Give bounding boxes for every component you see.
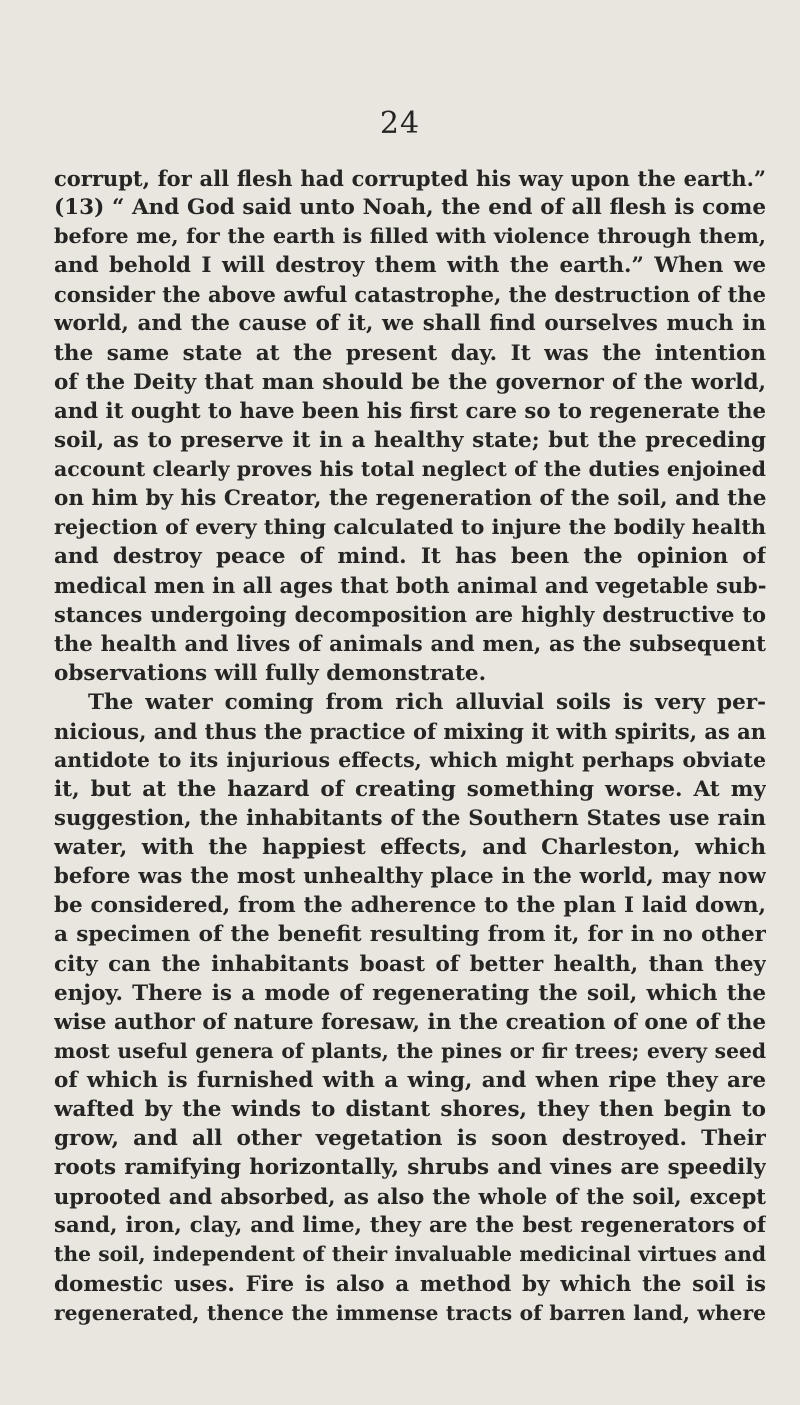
text-line: before was the most unhealthy place in the world, may now	[54, 864, 766, 890]
body-text	[54, 164, 766, 1328]
text-line: and destroy peace of mind. It has been the opinion of	[54, 544, 766, 570]
text-line: soil, as to preserve it in a healthy state; but the preceding	[54, 427, 766, 453]
text-line: domestic uses. Fire is also a method by which the soil is	[54, 1271, 766, 1297]
text-line: wafted by the winds to distant shores, they then begin to	[54, 1097, 766, 1122]
text-line: and behold I will destroy them with the earth.” When we	[54, 253, 766, 279]
text-line: roots ramifying horizontally, shrubs and vines are speedily	[54, 1155, 766, 1181]
text-line: be considered, from the adherence to the plan I laid down,	[54, 893, 766, 919]
text-line: (13) “ And God said unto Noah, the end of all flesh is come	[54, 195, 766, 221]
text-line: consider the above awful catastrophe, the destruction of the	[54, 282, 766, 308]
text-line: of which is furnished with a wing, and when ripe they are	[54, 1067, 766, 1093]
text-line: of the Deity that man should be the governor of the world,	[54, 369, 766, 395]
text-line: most useful genera of plants, the pines or fir trees; every seed	[54, 1038, 766, 1063]
text-line: rejection of every thing calculated to injure the bodily health	[54, 515, 766, 540]
text-line: regenerated, thence the immense tracts of barren land, where	[54, 1300, 766, 1325]
text-line: on him by his Creator, the regeneration of the soil, and the	[54, 486, 766, 512]
text-line: and it ought to have been his first care so to regenerate the	[54, 398, 766, 424]
text-line: a specimen of the benefit resulting from it, for in no other	[54, 922, 766, 948]
text-line: account clearly proves his total neglect of the duties enjoined	[54, 456, 766, 481]
paragraph-start-line: The water coming from rich alluvial soils is very per-	[88, 689, 766, 715]
text-line: it, but at the hazard of creating something worse. At my	[54, 776, 766, 802]
text-line: antidote to its injurious effects, which might perhaps obviate	[54, 747, 766, 772]
text-line: stances undergoing decomposition are highly destructive to	[54, 602, 766, 628]
text-line: medical men in all ages that both animal and vegetable sub-	[54, 573, 766, 599]
text-line: suggestion, the inhabitants of the Southern States use rain	[54, 806, 766, 832]
text-line: world, and the cause of it, we shall find ourselves much in	[54, 311, 766, 337]
text-line: uprooted and absorbed, as also the whole of the soil, except	[54, 1184, 766, 1210]
text-line: before me, for the earth is filled with violence through them,	[54, 224, 766, 249]
text-line: water, with the happiest effects, and Charleston, which	[54, 835, 766, 861]
page-number: 24	[379, 106, 421, 141]
paragraph-end-line: observations will fully demonstrate.	[54, 660, 487, 686]
text-line: nicious, and thus the practice of mixing it with spirits, as an	[54, 718, 766, 744]
text-line: the same state at the present day. It was the intention	[54, 340, 766, 366]
text-line: sand, iron, clay, and lime, they are the best regenerators of	[54, 1213, 766, 1239]
text-line: the soil, independent of their invaluable medicinal virtues and	[54, 1242, 766, 1267]
text-line: the health and lives of animals and men, as the subsequent	[54, 631, 766, 657]
text-line: enjoy. There is a mode of regenerating the soil, which the	[54, 980, 766, 1006]
text-line: corrupt, for all flesh had corrupted his way upon the earth.”	[54, 166, 766, 191]
text-line: wise author of nature foresaw, in the creation of one of the	[54, 1009, 766, 1035]
text-line: city can the inhabitants boast of better health, than they	[54, 951, 766, 977]
text-line: grow, and all other vegetation is soon destroyed. Their	[54, 1126, 766, 1152]
